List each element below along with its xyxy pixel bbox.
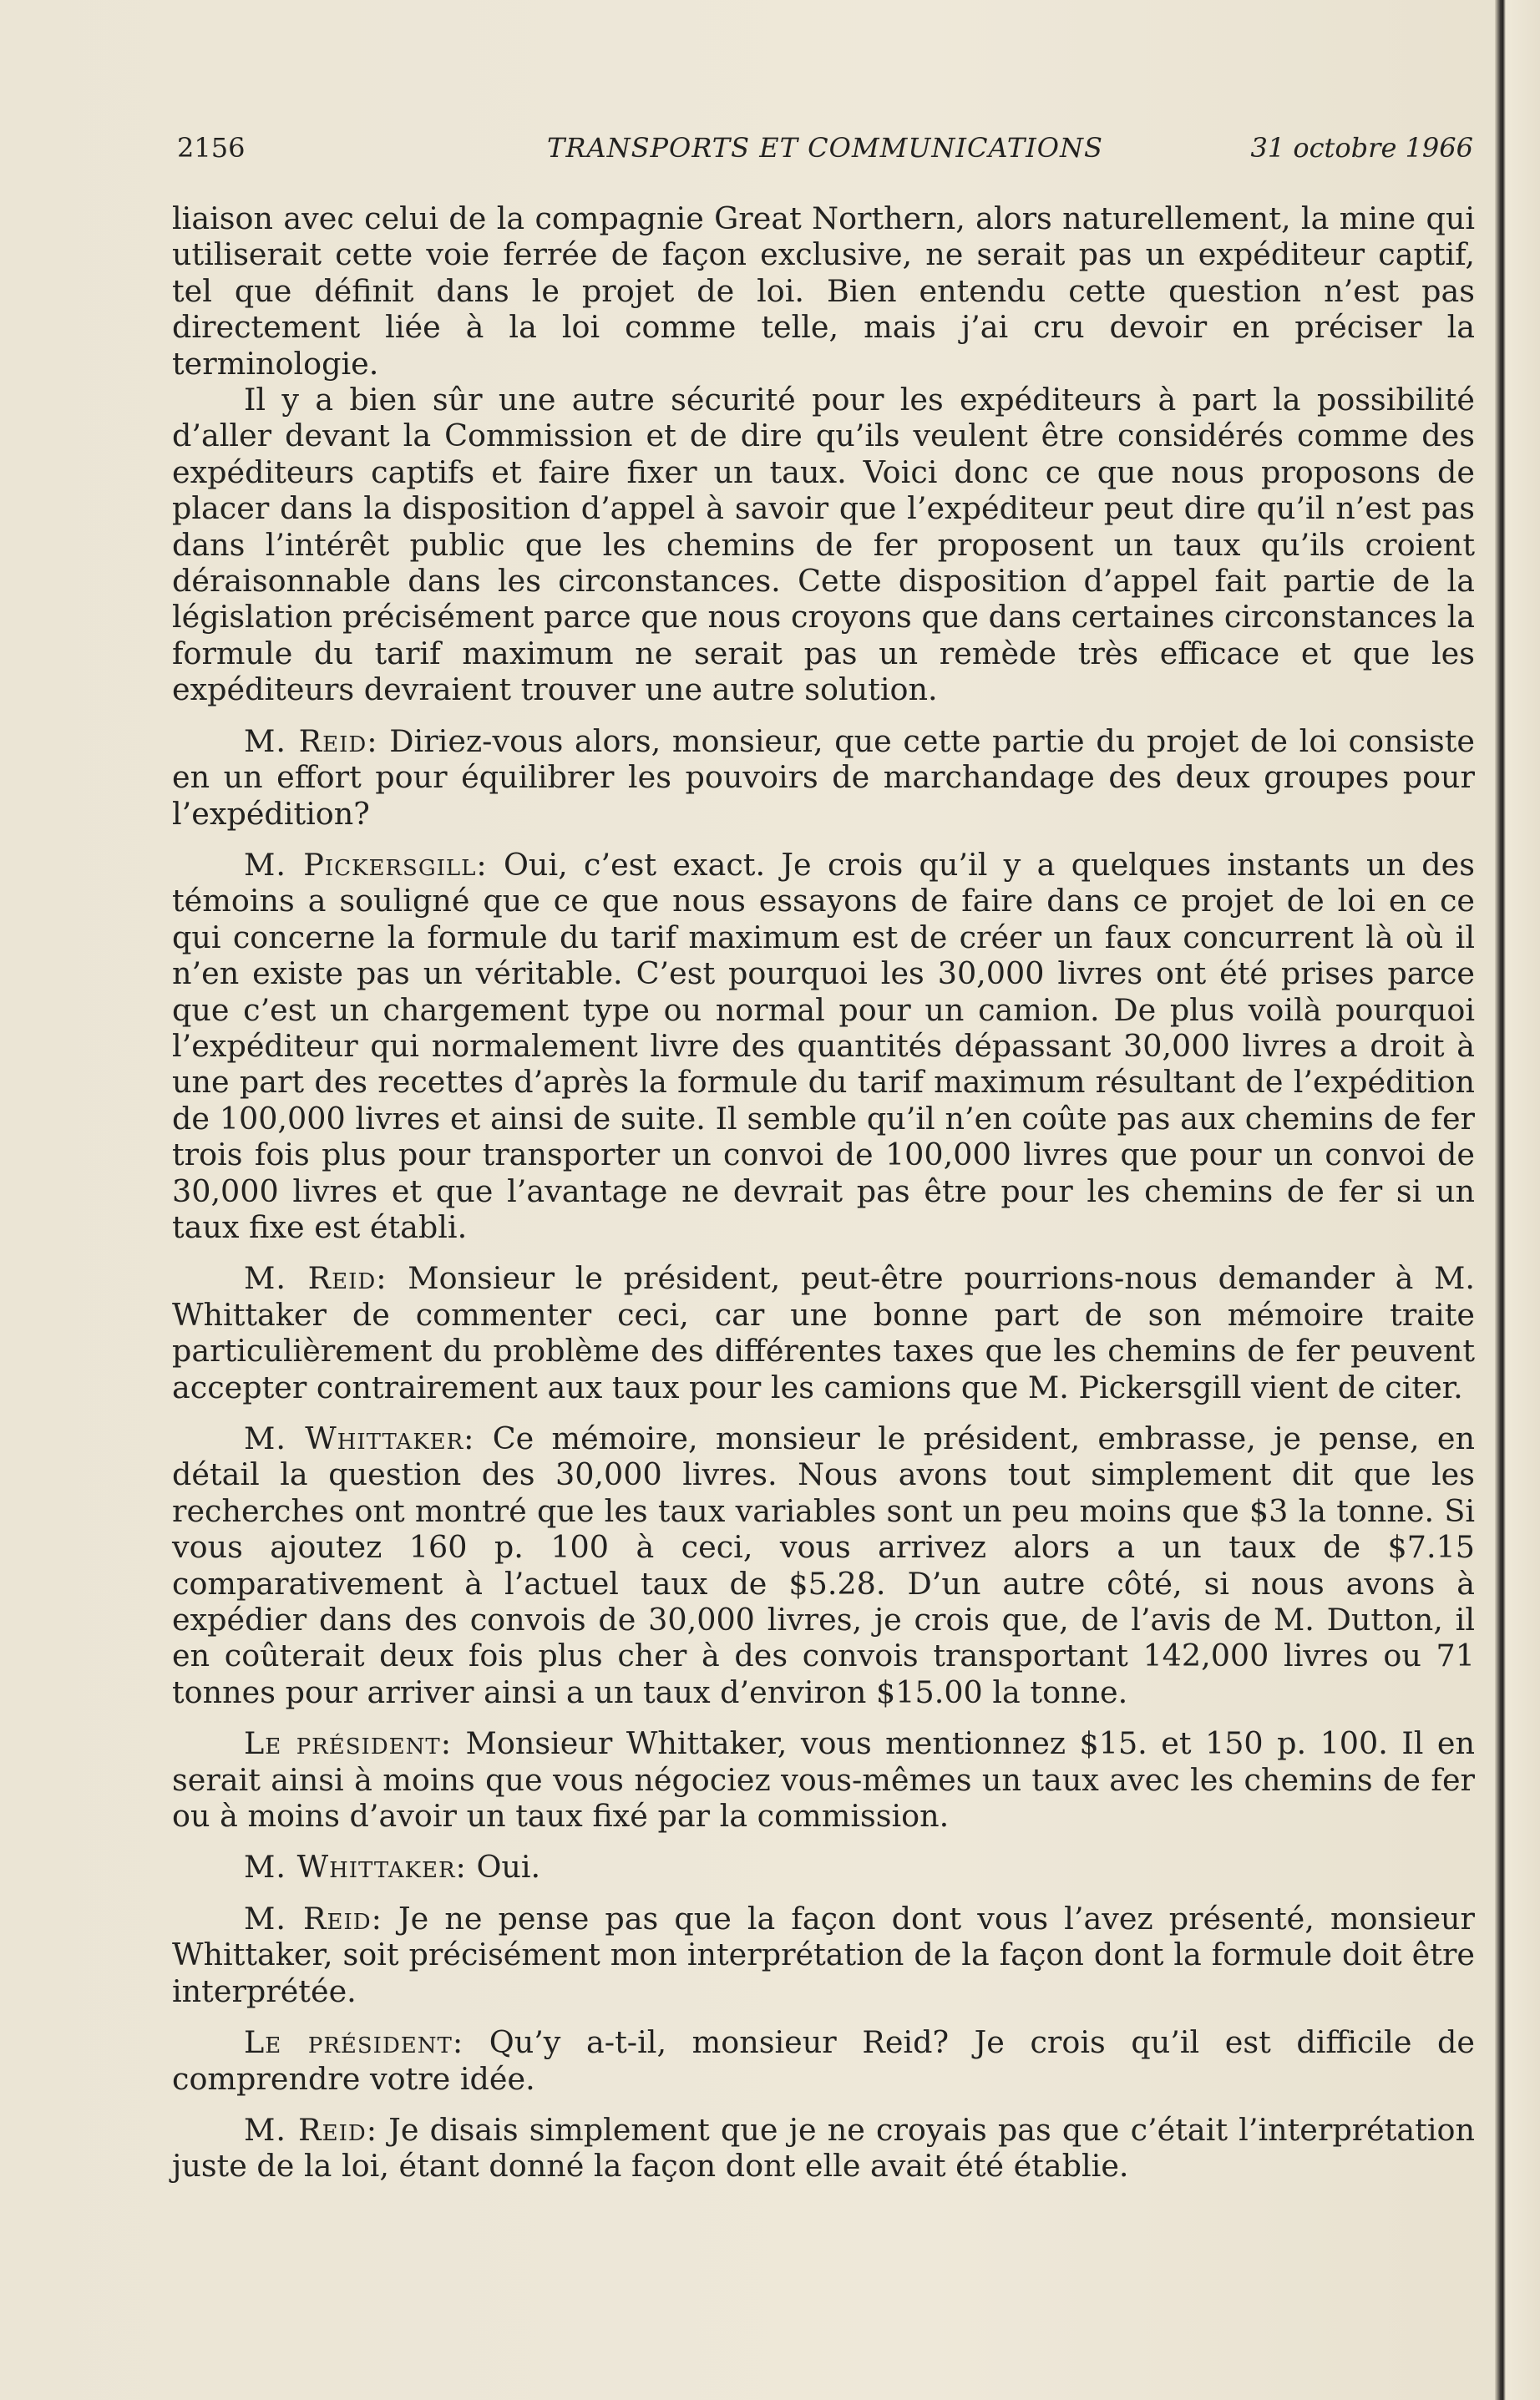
speaker-name: M. Pickersgill: [244,846,488,883]
paragraph [172,723,1475,832]
paragraph-text: Monsieur Whittaker, vous mentionnez $15. et 150 p. 100. Il en serait ainsi à moins que vous négociez vous-mêmes un taux avec les chemins de fer ou à moins d’avoir un taux fixé par la commission. [172,1725,1475,1835]
paragraph-text: Qu’y a-t-il, monsieur Reid? Je crois qu’il est difficile de comprendre votre idée. [172,2024,1475,2097]
speaker-name: M. Whittaker: [244,1420,475,1456]
paragraph-text: Oui, c’est exact. Je crois qu’il y a quelques instants un des témoins a souligné que ce que nous essayons de faire dans ce projet de loi en ce qui concerne la formule du tarif maximum est de créer un faux concurrent là où il n’en existe pas un véritable. C’est pourquoi les 30,000 livres ont été prises parce que c’est un chargement type ou normal pour un camion. De plus voilà pourquoi l’expéditeur qui normalement livre des quantités dépassant 30,000 livres a droit à une part des recettes d’après la formule du tarif maximum résultant de l’expédition de 100,000 livres et ainsi de suite. Il semble qu’il n’en coûte pas aux chemins de fer trois fois plus pour transporter un convoi de 100,000 livres que pour un convoi de 30,000 livres et que l’avantage ne devrait pas être pour les chemins de fer si un taux fixe est établi. [172,846,1475,1245]
page-header [177,132,1473,169]
speaker-name: M. Reid: [244,1260,388,1297]
paragraph [172,1901,1475,2009]
speaker-name: M. Reid: [244,2111,378,2148]
paragraph-text: Ce mémoire, monsieur le président, embrasse, je pense, en détail la question des 30,000 livres. Nous avons tout simplement dit que les recherches ont montré que les taux variables sont un peu moins que $3 la tonne. Si vous ajoutez 160 p. 100 à ceci, vous arrivez alors a un taux de $7.15 comparativement à l’actuel taux de $5.28. D’un autre côté, si nous avons à expédier dans des convois de 30,000 livres, je crois que, de l’avis de M. Dutton, il en coûterait deux fois plus cher à des convois transportant 142,000 livres ou 71 tonnes pour arriver ainsi a un taux d’environ $15.00 la tonne. [172,1420,1475,1710]
paragraph-text: liaison avec celui de la compagnie Great Northern, alors naturellement, la mine qui utiliserait cette voie ferrée de façon exclusive, ne serait pas un expéditeur captif, tel que définit dans le projet de loi. Bien entendu cette question n’est pas directement liée à la loi comme telle, mais j’ai cru devoir en préciser la terminologie. [172,200,1475,382]
paragraph [172,2112,1475,2185]
paragraph-text: Il y a bien sûr une autre sécurité pour les expéditeurs à part la possibilité d’aller devant la Commission et de dire qu’ils veulent être considérés comme des expéditeurs captifs et faire fixer un taux. Voici donc ce que nous proposons de placer dans la disposition d’appel à savoir que l’expéditeur peut dire qu’il n’est pas dans l’intérêt public que les chemins de fer proposent un taux qu’ils croient déraisonnable dans les circonstances. Cette disposition d’appel fait partie de la législation précisément parce que nous croyons que dans certaines circonstances la formule du tarif maximum ne serait pas un remède très efficace et que les expéditeurs devraient trouver une autre solution. [172,382,1475,708]
paragraph [172,1725,1475,1834]
paragraph [172,1849,1475,1885]
running-title: TRANSPORTS ET COMMUNICATIONS [547,132,1103,164]
paragraph [172,1420,1475,1710]
speaker-name: M. Reid: [244,722,378,759]
paragraph-text: Monsieur le président, peut-être pourrions-nous demander à M. Whittaker de commenter ceci, car une bonne part de son mémoire traite particulièrement du problème des différentes taxes que les chemins de fer peuvent accepter contrairement aux taux pour les camions que M. Pickersgill vient de citer. [172,1260,1476,1405]
speaker-name: M. Whittaker: [244,1849,467,1886]
paragraph-text: Je disais simplement que je ne croyais pas que c’était l’interprétation juste de la loi, étant donné la façon dont elle avait été établie. [172,2111,1476,2185]
paragraph [172,847,1475,1245]
speaker-name: Le président: [244,2024,464,2061]
paragraph-text: Je ne pense pas que la façon dont vous l’avez présenté, monsieur Whittaker, soit précisément mon interprétation de la façon dont la formule doit être interprétée. [172,1900,1475,2009]
paragraph-text: Diriez-vous alors, monsieur, que cette partie du projet de loi consiste en un effort pour équilibrer les pouvoirs de marchandage des deux groupes pour l’expédition? [172,722,1476,832]
page-number: 2156 [177,132,246,164]
speaker-name: M. Reid: [244,1900,382,1937]
paragraph [172,382,1475,708]
header-date: 31 octobre 1966 [1250,132,1473,164]
transcript-body [172,200,1475,2185]
paragraph [172,2024,1475,2097]
facing-page-edge [1495,0,1540,2400]
speaker-name: Le président: [244,1725,453,1762]
paragraph [172,1260,1475,1405]
paragraph [172,200,1475,382]
paragraph-text: Oui. [466,1849,541,1886]
